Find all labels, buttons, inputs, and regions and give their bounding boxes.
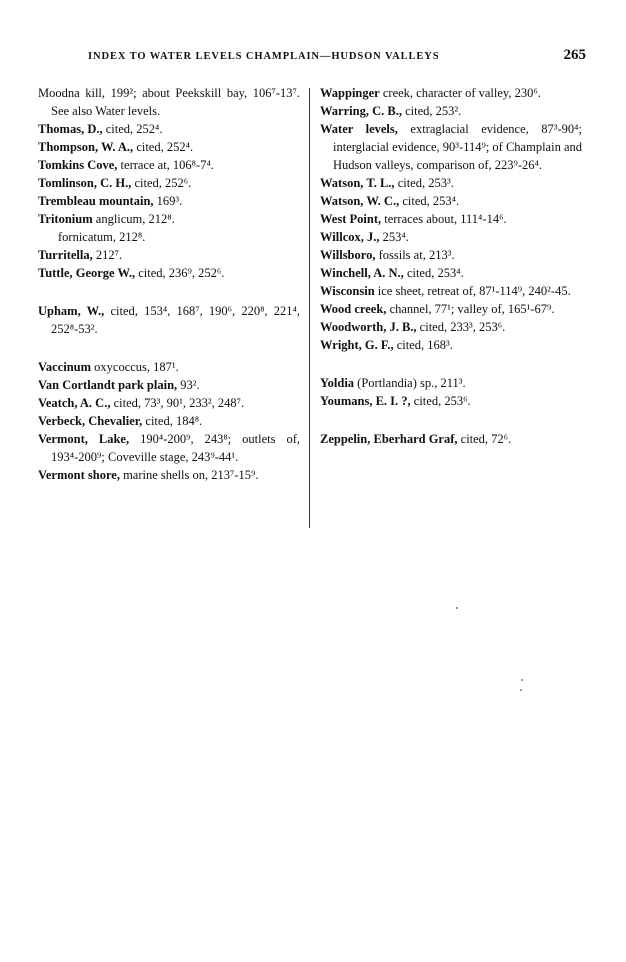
index-entry xyxy=(320,264,582,282)
index-entry-heading: Water levels, xyxy=(320,122,398,136)
entry-gap xyxy=(320,410,582,430)
index-entry-text: terrace at, 106⁸-7⁴. xyxy=(117,158,214,172)
index-entry-text: fornicatum, 212⁸. xyxy=(58,230,146,244)
index-entry-heading: Vermont, Lake, xyxy=(38,432,130,446)
index-entry-text: 190⁴-200⁹, 243⁸; outlets of, 193⁴-200⁹; Coveville stage, 243⁹-44¹. xyxy=(51,432,301,464)
index-entry xyxy=(38,246,300,264)
index-entry-heading: Thomas, D., xyxy=(38,122,103,136)
index-entry-text: cited, 233³, 253⁶. xyxy=(416,320,506,334)
index-entry xyxy=(38,430,300,466)
index-entry xyxy=(320,210,582,228)
index-entry-heading: Woodworth, J. B., xyxy=(320,320,417,334)
index-entry-text: anglicum, 212⁸. xyxy=(92,212,175,226)
index-entry xyxy=(320,300,582,318)
index-entry-heading: Winchell, A. N., xyxy=(320,266,404,280)
index-entry-heading: Tomlinson, C. H., xyxy=(38,176,132,190)
index-entry-text: cited, 73³, 90¹, 233², 248⁷. xyxy=(110,396,245,410)
index-entry-text: cited, 252⁴. xyxy=(133,140,194,154)
index-entry xyxy=(38,264,300,282)
index-entry xyxy=(38,466,300,484)
index-entry xyxy=(38,302,300,338)
index-entry-heading: Willcox, J., xyxy=(320,230,380,244)
index-entry-heading: Warring, C. B., xyxy=(320,104,402,118)
index-entry-text: cited, 253³. xyxy=(394,176,454,190)
entry-gap xyxy=(320,354,582,374)
index-entry xyxy=(320,84,582,102)
index-entry-heading: Wappinger xyxy=(320,86,380,100)
index-entry xyxy=(38,120,300,138)
page-number: 265 xyxy=(563,47,586,63)
index-entry-heading: Upham, W., xyxy=(38,304,105,318)
index-entry xyxy=(38,192,300,210)
scan-speck xyxy=(521,679,523,681)
index-entry-text: channel, 77¹; valley of, 165¹-67⁹. xyxy=(386,302,555,316)
index-entry-text: cited, 252⁶. xyxy=(131,176,192,190)
index-entry-text: fossils at, 213³. xyxy=(375,248,455,262)
running-header-title: INDEX TO WATER LEVELS CHAMPLAIN—HUDSON VALLEYS xyxy=(88,51,440,62)
index-column-left xyxy=(38,84,300,484)
index-entry-heading: Turritella, xyxy=(38,248,93,262)
index-entry-text: creek, character of valley, 230⁶. xyxy=(379,86,541,100)
index-entry xyxy=(320,228,582,246)
index-entry-text: Moodna kill, 199²; about Peekskill bay, 106⁷-13⁷. See also Water levels. xyxy=(38,86,300,118)
index-entry xyxy=(38,174,300,192)
entry-gap xyxy=(38,282,300,302)
index-entry-text: cited, 253⁴. xyxy=(403,266,464,280)
index-entry-heading: Watson, T. L., xyxy=(320,176,395,190)
index-entry-text: cited, 153⁴, 168⁷, 190⁶, 220⁸, 221⁴, 252⁸-53². xyxy=(51,304,300,336)
index-entry xyxy=(320,192,582,210)
index-entry-text: cited, 253². xyxy=(401,104,462,118)
index-entry-heading: Willsboro, xyxy=(320,248,376,262)
index-entry xyxy=(320,120,582,174)
index-entry-text: cited, 184⁸. xyxy=(142,414,203,428)
scan-speck xyxy=(520,689,522,691)
index-entry-text: cited, 253⁴. xyxy=(399,194,460,208)
index-entry-heading: Tuttle, George W., xyxy=(38,266,136,280)
index-entry-heading: Wood creek, xyxy=(320,302,387,316)
index-entry xyxy=(38,156,300,174)
index-entry-text: extraglacial evidence, 87³-90⁴; interglacial evidence, 90³-114⁹; of Champlain and Hudson valleys, comparison of, 223⁹-26⁴. xyxy=(333,122,583,172)
index-entry-text: cited, 168³. xyxy=(393,338,453,352)
index-entry xyxy=(320,374,582,392)
index-entry-text: terraces about, 111⁴-14⁶. xyxy=(381,212,507,226)
index-entry-heading: Veatch, A. C., xyxy=(38,396,111,410)
index-entry-text: cited, 252⁴. xyxy=(102,122,163,136)
index-entry-text: ice sheet, retreat of, 87¹-114⁹, 240²-45. xyxy=(374,284,571,298)
index-entry xyxy=(320,392,582,410)
index-entry xyxy=(38,412,300,430)
index-entry xyxy=(320,318,582,336)
index-entry-text: cited, 72⁶. xyxy=(457,432,512,446)
index-entry xyxy=(38,376,300,394)
index-entry xyxy=(38,210,300,228)
running-header xyxy=(88,47,586,67)
index-entry-heading: Wisconsin xyxy=(320,284,375,298)
index-entry-text: 93². xyxy=(177,378,200,392)
index-entry-heading: West Point, xyxy=(320,212,382,226)
index-entry-heading: Verbeck, Chevalier, xyxy=(38,414,143,428)
index-entry-heading: Yoldia xyxy=(320,376,355,390)
index-column-right xyxy=(320,84,582,448)
index-entry-heading: Tomkins Cove, xyxy=(38,158,118,172)
index-entry-text: 253⁴. xyxy=(379,230,409,244)
scan-speck xyxy=(456,607,458,609)
index-entry-heading: Thompson, W. A., xyxy=(38,140,134,154)
index-entry xyxy=(320,174,582,192)
entry-gap xyxy=(38,338,300,358)
index-entry-heading: Watson, W. C., xyxy=(320,194,400,208)
index-entry xyxy=(320,102,582,120)
index-entry-heading: Zeppelin, Eberhard Graf, xyxy=(320,432,458,446)
index-entry xyxy=(38,138,300,156)
index-entry-heading: Tritonium xyxy=(38,212,93,226)
index-entry-text: (Portlandia) sp., 211³. xyxy=(354,376,466,390)
index-entry-text: 169³. xyxy=(153,194,183,208)
index-entry-text: oxycoccus, 187¹. xyxy=(91,360,179,374)
index-entry-heading: Vermont shore, xyxy=(38,468,120,482)
index-entry-heading: Trembleau mountain, xyxy=(38,194,154,208)
column-divider xyxy=(309,88,310,528)
index-entry xyxy=(38,358,300,376)
index-entry xyxy=(320,336,582,354)
index-entry-heading: Van Cortlandt park plain, xyxy=(38,378,178,392)
index-entry xyxy=(38,394,300,412)
index-entry xyxy=(38,228,300,246)
index-entry xyxy=(320,282,582,300)
index-entry xyxy=(38,84,300,120)
index-entry-text: cited, 236⁹, 252⁶. xyxy=(135,266,225,280)
index-entry xyxy=(320,430,582,448)
index-entry xyxy=(320,246,582,264)
index-entry-text: marine shells on, 213⁷-15⁹. xyxy=(119,468,259,482)
index-entry-heading: Vaccinum xyxy=(38,360,92,374)
index-entry-text: cited, 253⁶. xyxy=(410,394,471,408)
index-entry-text: 212⁷. xyxy=(92,248,123,262)
index-entry-heading: Wright, G. F., xyxy=(320,338,394,352)
index-entry-heading: Youmans, E. I. ?, xyxy=(320,394,411,408)
